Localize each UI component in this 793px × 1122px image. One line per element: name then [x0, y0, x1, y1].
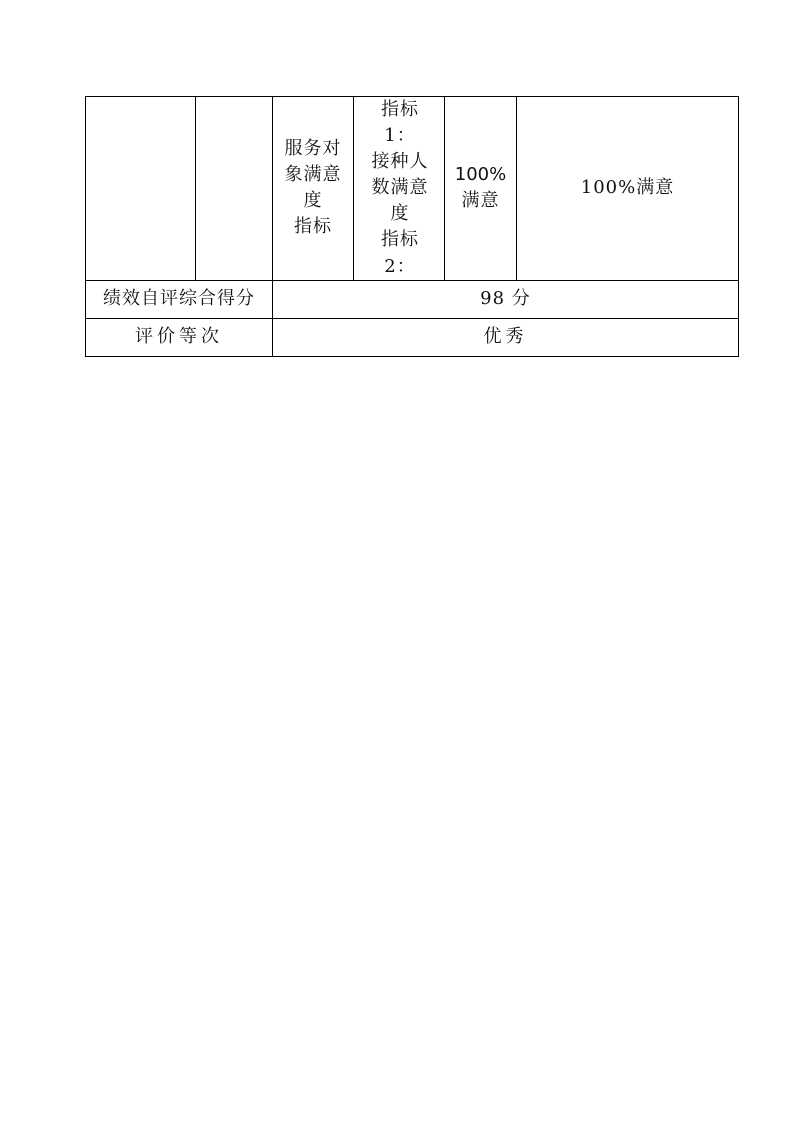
score-value-cell	[273, 280, 739, 318]
grade-value-cell	[273, 318, 739, 356]
table-cell-empty-1	[86, 97, 196, 281]
secondary-indicator-line: 服务对	[284, 138, 342, 160]
table-row-indicator	[86, 97, 739, 281]
score-label: 绩效自评综合得分	[103, 288, 255, 310]
tertiary-indicator-line: 指标 1：	[381, 99, 419, 147]
table-row-score	[86, 280, 739, 318]
tertiary-indicator-line: 数满意	[371, 177, 429, 199]
table-row-grade	[86, 318, 739, 356]
tertiary-indicator-line: 指标 2：	[381, 229, 419, 277]
secondary-indicator-line: 度	[303, 190, 323, 212]
tertiary-indicator-cell	[354, 97, 445, 281]
grade-label-cell	[86, 318, 273, 356]
target-value-line: 100%	[454, 164, 507, 186]
score-value: 98 分	[480, 288, 531, 310]
secondary-indicator-cell	[273, 97, 354, 281]
actual-value-cell	[517, 97, 739, 281]
secondary-indicator-line: 象满意	[284, 164, 342, 186]
target-value-line: 满意	[461, 190, 500, 212]
target-value-cell	[445, 97, 517, 281]
tertiary-indicator-line: 度	[390, 203, 410, 225]
actual-value-text: 100%满意	[580, 177, 675, 199]
grade-value: 优秀	[483, 326, 528, 348]
grade-label: 评价等次	[135, 326, 223, 348]
table-cell-empty-2	[196, 97, 273, 281]
tertiary-indicator-line: 接种人	[371, 151, 429, 173]
secondary-indicator-line: 指标	[294, 216, 332, 238]
performance-evaluation-table	[85, 96, 739, 357]
score-label-cell	[86, 280, 273, 318]
